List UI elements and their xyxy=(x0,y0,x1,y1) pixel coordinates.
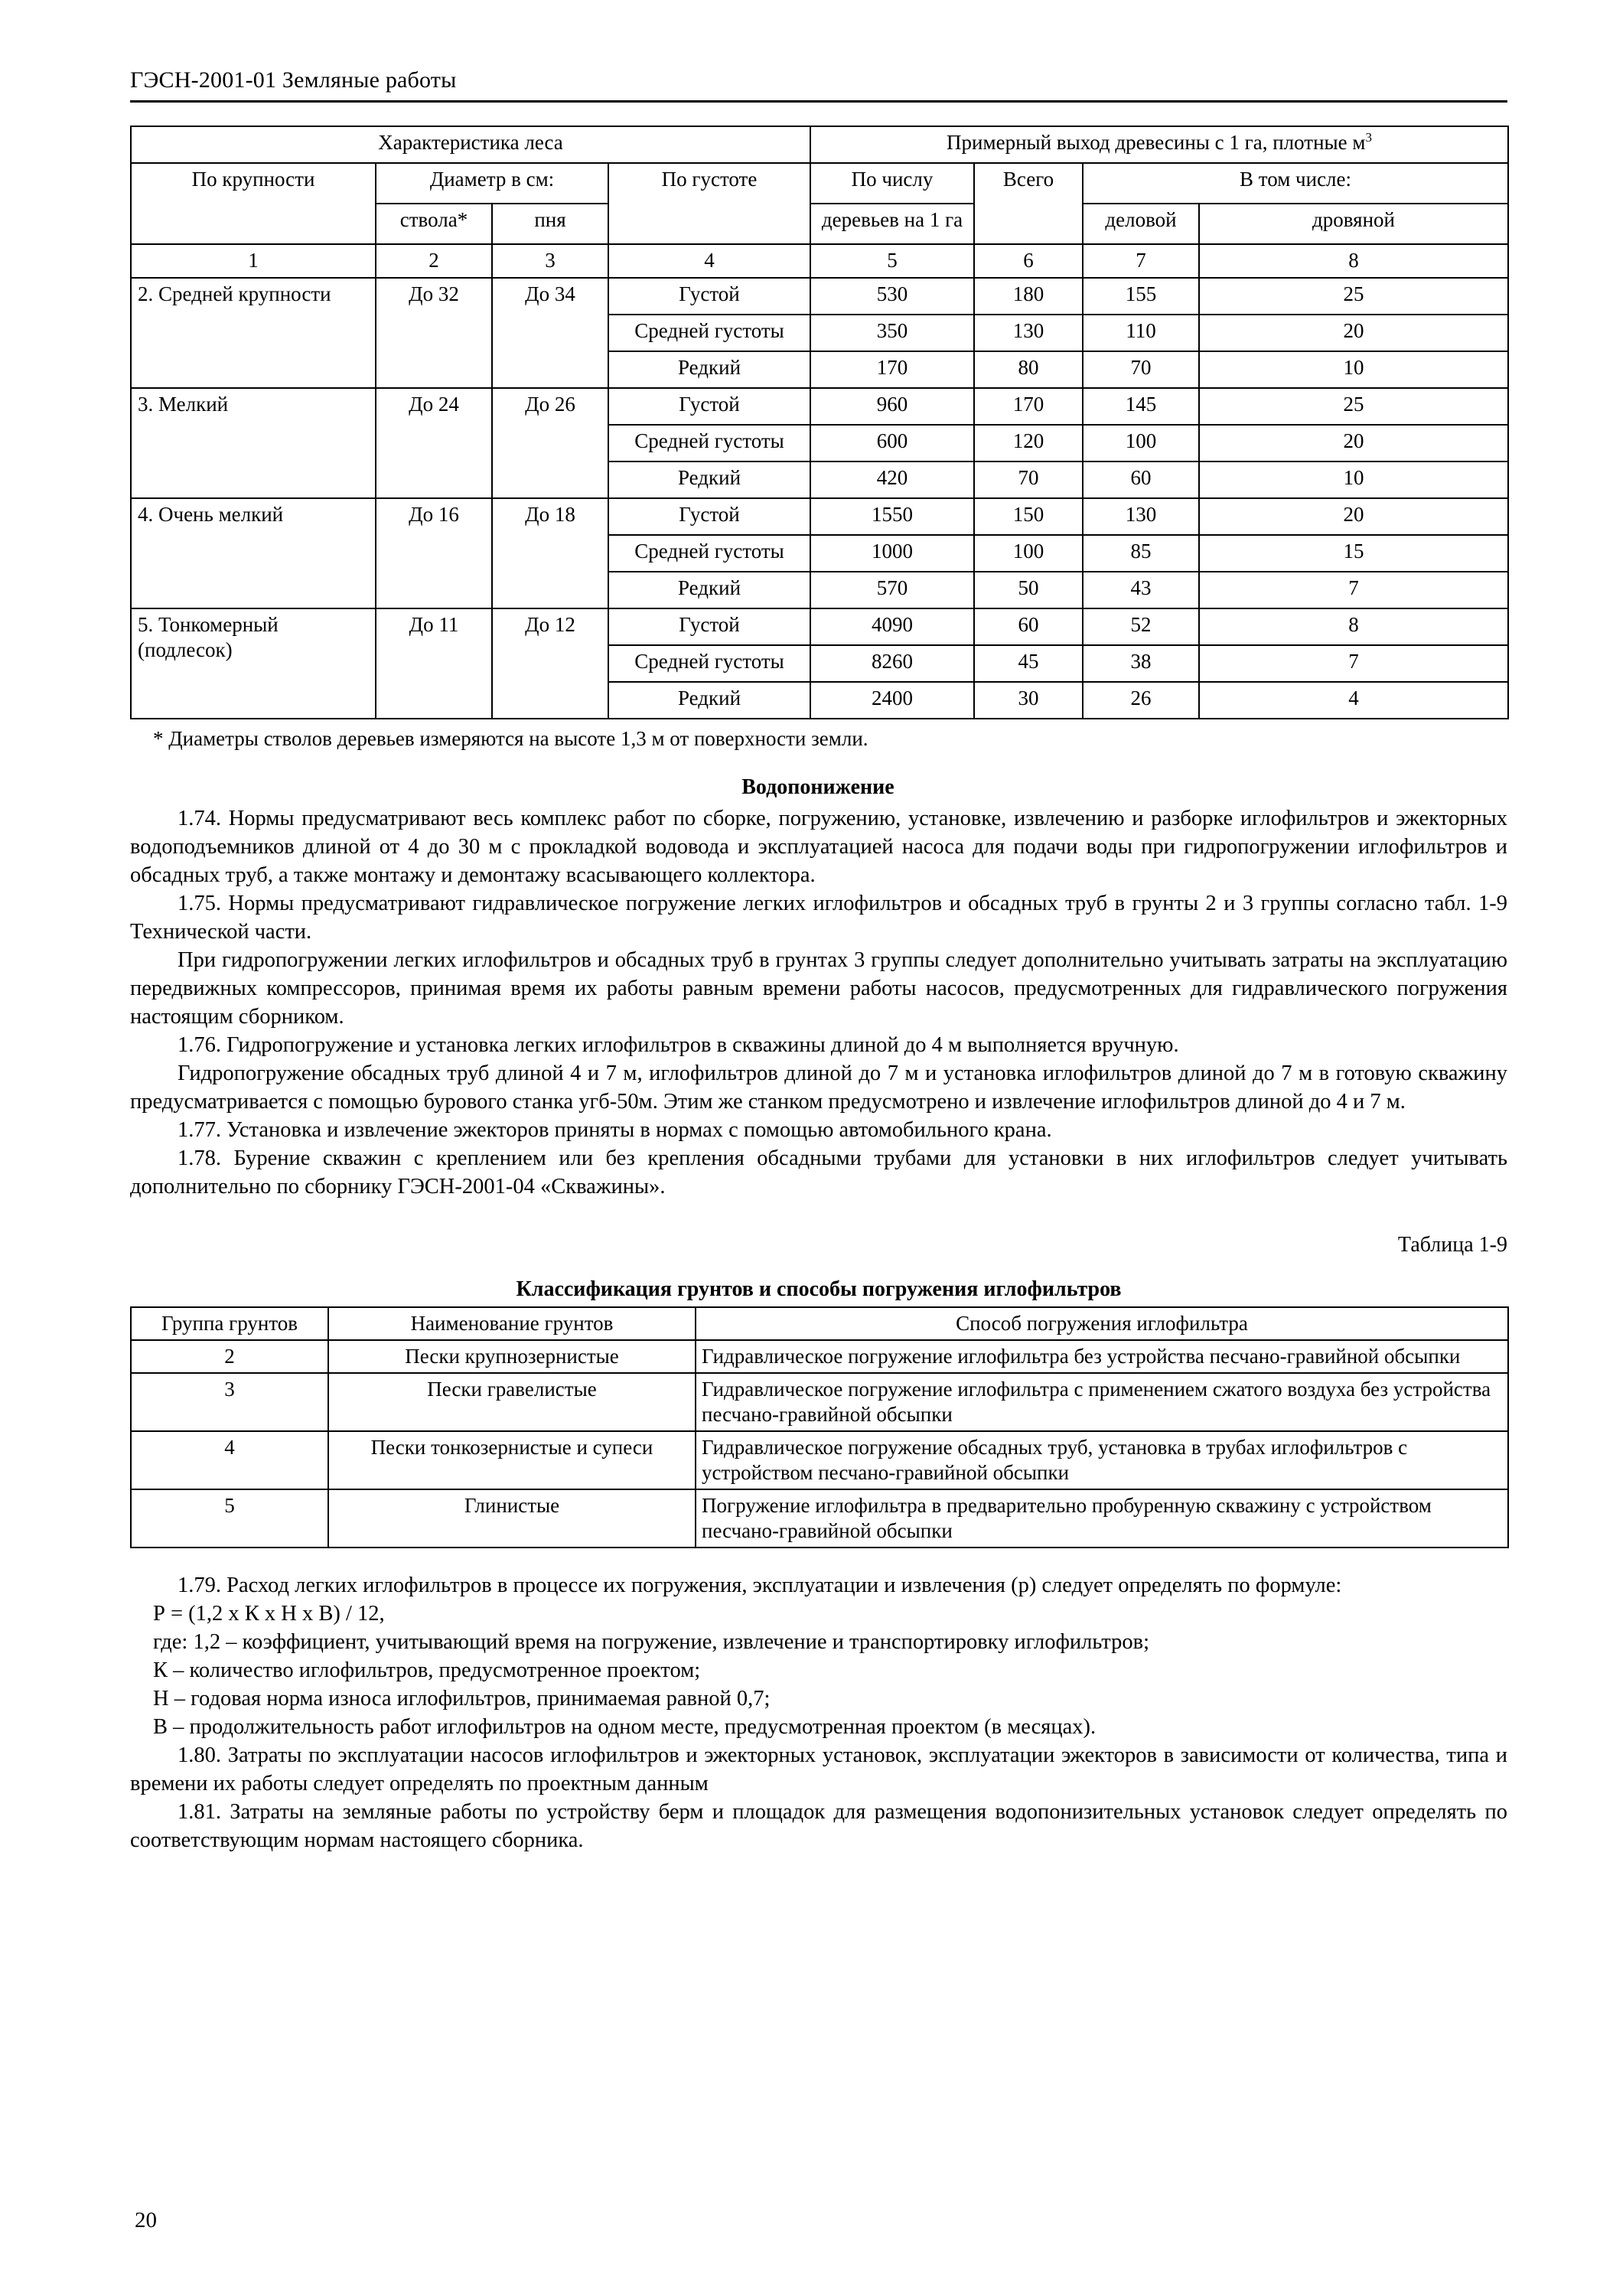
cell-total: 50 xyxy=(974,572,1083,608)
cell-business: 38 xyxy=(1083,645,1199,682)
paragraph-1-76b: Гидропогружение обсадных труб длиной 4 и 7 м, иглофильтров длиной до 7 м и установка иглофильтров длиной до 7 м в готовую скважину предусматривается с помощью бурового станка угб-50м. Этим же станком предусмотрено и извлечение иглофильтров длиной до 4 и 7 м. xyxy=(130,1062,1507,1114)
cell-business: 155 xyxy=(1083,278,1199,315)
table-row xyxy=(131,1489,1508,1548)
table-header-row-1 xyxy=(131,126,1508,163)
paragraph-1-79: 1.79. Расход легких иглофильтров в процессе их погружения, эксплуатации и извлечения (р) следует определять по формуле: xyxy=(178,1573,1342,1597)
cell-density: Средней густоты xyxy=(608,315,810,351)
header-total: Всего xyxy=(974,163,1083,244)
cell-firewood: 8 xyxy=(1199,608,1508,645)
colnum-2: 2 xyxy=(376,244,492,278)
cell-method: Гидравлическое погружение обсадных труб, установка в трубах иглофильтров с устройством песчано-гравийной обсыпки xyxy=(696,1431,1508,1489)
colnum-8: 8 xyxy=(1199,244,1508,278)
cell-business: 85 xyxy=(1083,535,1199,572)
cell-business: 70 xyxy=(1083,351,1199,388)
cell-trees: 570 xyxy=(810,572,974,608)
cell-firewood: 7 xyxy=(1199,645,1508,682)
cell-business: 100 xyxy=(1083,425,1199,461)
paragraph-1-75: 1.75. Нормы предусматривают гидравлическое погружение легких иглофильтров и обсадных труб в грунты 2 и 3 группы согласно табл. 1-9 Технической части. xyxy=(130,891,1507,944)
table-header-row-2 xyxy=(131,163,1508,204)
cell-firewood: 25 xyxy=(1199,388,1508,425)
cell-total: 180 xyxy=(974,278,1083,315)
header-by-density: По густоте xyxy=(608,163,810,244)
cell-soil-name: Пески крупнозернистые xyxy=(328,1340,696,1373)
paragraph-1-81: 1.81. Затраты на земляные работы по устройству берм и площадок для размещения водопонизительных установок следует определять по соответствующим нормам настоящего сборника. xyxy=(130,1800,1507,1853)
cell-trees: 960 xyxy=(810,388,974,425)
header-timber-yield xyxy=(810,126,1508,163)
cell-business: 52 xyxy=(1083,608,1199,645)
cell-trunk: До 11 xyxy=(376,608,492,719)
colnum-4: 4 xyxy=(608,244,810,278)
section-title-vodoponizhenie: Водопонижение xyxy=(741,775,894,799)
cell-total: 130 xyxy=(974,315,1083,351)
cell-total: 80 xyxy=(974,351,1083,388)
cell-total: 70 xyxy=(974,461,1083,498)
header-trees-per-ha: деревьев на 1 га xyxy=(810,204,974,244)
cell-density: Средней густоты xyxy=(608,535,810,572)
header-firewood: дровяной xyxy=(1199,204,1508,244)
formula-line: Р = (1,2 х К х Н х В) / 12, xyxy=(153,1601,385,1626)
colnum-5: 5 xyxy=(810,244,974,278)
header-soil-group: Группа грунтов xyxy=(131,1307,328,1340)
table-number-caption: Таблица 1-9 xyxy=(1397,1233,1507,1257)
table-row xyxy=(131,278,1508,315)
cell-business: 110 xyxy=(1083,315,1199,351)
cell-soil-group: 2 xyxy=(131,1340,328,1373)
forest-characteristics-table xyxy=(130,126,1509,719)
header-by-number: По числу xyxy=(810,163,974,204)
cell-density: Редкий xyxy=(608,461,810,498)
cell-stump: До 26 xyxy=(492,388,608,498)
definition-b: В – продолжительность работ иглофильтров на одном месте, предусмотренная проектом (в месяцах). xyxy=(153,1715,1097,1740)
cell-density: Средней густоты xyxy=(608,425,810,461)
cell-business: 26 xyxy=(1083,682,1199,719)
cell-trees: 600 xyxy=(810,425,974,461)
cell-method: Гидравлическое погружение иглофильтра без устройства песчано-гравийной обсыпки xyxy=(696,1340,1508,1373)
cell-size: 2. Средней крупности xyxy=(131,278,376,388)
header-timber-yield-text: Примерный выход древесины с 1 га, плотные м xyxy=(947,131,1366,154)
cell-stump: До 34 xyxy=(492,278,608,388)
cell-soil-name: Пески тонкозернистые и супеси xyxy=(328,1431,696,1489)
table-header-row xyxy=(131,1307,1508,1340)
column-number-row xyxy=(131,244,1508,278)
paragraph-1-77: 1.77. Установка и извлечение эжекторов приняты в нормах с помощью автомобильного крана. xyxy=(178,1118,1052,1143)
definition-coefficient: где: 1,2 – коэффициент, учитывающий время на погружение, извлечение и транспортировку иглофильтров; xyxy=(153,1630,1149,1654)
cell-size: 3. Мелкий xyxy=(131,388,376,498)
table-title-caption: Классификация грунтов и способы погружения иглофильтров xyxy=(516,1277,1122,1302)
cell-business: 130 xyxy=(1083,498,1199,535)
cell-firewood: 15 xyxy=(1199,535,1508,572)
header-by-size: По крупности xyxy=(131,163,376,244)
cell-trees: 2400 xyxy=(810,682,974,719)
cell-business: 60 xyxy=(1083,461,1199,498)
soil-classification-table xyxy=(130,1306,1509,1548)
table-row xyxy=(131,388,1508,425)
cell-density: Густой xyxy=(608,278,810,315)
cell-total: 45 xyxy=(974,645,1083,682)
running-header: ГЭСН-2001-01 Земляные работы xyxy=(130,67,457,93)
header-soil-name: Наименование грунтов xyxy=(328,1307,696,1340)
cell-density: Густой xyxy=(608,498,810,535)
cell-trunk: До 24 xyxy=(376,388,492,498)
cell-trees: 4090 xyxy=(810,608,974,645)
cell-method: Погружение иглофильтра в предварительно пробуренную скважину с устройством песчано-гравийной обсыпки xyxy=(696,1489,1508,1548)
colnum-7: 7 xyxy=(1083,244,1199,278)
cell-total: 100 xyxy=(974,535,1083,572)
cell-total: 60 xyxy=(974,608,1083,645)
cell-size-line1: 5. Тонкомерный xyxy=(138,613,279,636)
table-row xyxy=(131,1373,1508,1431)
table-row xyxy=(131,498,1508,535)
header-stump: пня xyxy=(492,204,608,244)
header-forest-characteristics: Характеристика леса xyxy=(131,126,810,163)
cell-firewood: 20 xyxy=(1199,498,1508,535)
header-trunk: ствола* xyxy=(376,204,492,244)
cell-density: Средней густоты xyxy=(608,645,810,682)
cell-soil-group: 4 xyxy=(131,1431,328,1489)
cell-density: Редкий xyxy=(608,572,810,608)
page-number: 20 xyxy=(135,2208,157,2232)
cell-size-line2: (подлесок) xyxy=(138,638,233,661)
cell-trees: 8260 xyxy=(810,645,974,682)
colnum-1: 1 xyxy=(131,244,376,278)
header-timber-yield-superscript: 3 xyxy=(1365,130,1372,145)
cell-stump: До 18 xyxy=(492,498,608,608)
paragraph-1-80: 1.80. Затраты по эксплуатации насосов иглофильтров и эжекторных установок, эксплуатации эжекторов в зависимости от количества, типа и времени их работы следует определять по проектным данным xyxy=(130,1743,1507,1796)
cell-trees: 420 xyxy=(810,461,974,498)
cell-trees: 350 xyxy=(810,315,974,351)
colnum-3: 3 xyxy=(492,244,608,278)
header-method: Способ погружения иглофильтра xyxy=(696,1307,1508,1340)
cell-total: 120 xyxy=(974,425,1083,461)
header-rule xyxy=(130,100,1507,103)
header-including: В том числе: xyxy=(1083,163,1508,204)
cell-trees: 1000 xyxy=(810,535,974,572)
cell-firewood: 4 xyxy=(1199,682,1508,719)
cell-firewood: 10 xyxy=(1199,461,1508,498)
cell-total: 170 xyxy=(974,388,1083,425)
definition-k: К – количество иглофильтров, предусмотренное проектом; xyxy=(153,1658,701,1683)
cell-trees: 170 xyxy=(810,351,974,388)
table-row xyxy=(131,1431,1508,1489)
cell-firewood: 20 xyxy=(1199,315,1508,351)
cell-density: Густой xyxy=(608,608,810,645)
cell-business: 43 xyxy=(1083,572,1199,608)
cell-firewood: 7 xyxy=(1199,572,1508,608)
spacer xyxy=(130,1548,1506,1571)
colnum-6: 6 xyxy=(974,244,1083,278)
cell-size xyxy=(131,608,376,719)
header-business-wood: деловой xyxy=(1083,204,1199,244)
paragraph-1-75b: При гидропогружении легких иглофильтров и обсадных труб в грунтах 3 группы следует дополнительно учитывать затраты на эксплуатацию передвижных компрессоров, принимая время их работы равным времени работы насосов, предусмотренных для гидравлического погружения настоящим сборником. xyxy=(130,947,1507,1029)
header-diameter: Диаметр в см: xyxy=(376,163,608,204)
table-row xyxy=(131,608,1508,645)
paragraph-1-76: 1.76. Гидропогружение и установка легких иглофильтров в скважины длиной до 4 м выполняется вручную. xyxy=(178,1033,1179,1058)
cell-stump: До 12 xyxy=(492,608,608,719)
cell-trees: 530 xyxy=(810,278,974,315)
cell-total: 30 xyxy=(974,682,1083,719)
cell-density: Редкий xyxy=(608,682,810,719)
cell-trunk: До 32 xyxy=(376,278,492,388)
cell-firewood: 25 xyxy=(1199,278,1508,315)
table-row xyxy=(131,1340,1508,1373)
paragraph-1-78: 1.78. Бурение скважин с креплением или без крепления обсадными трубами для установки в них иглофильтров следует учитывать дополнительно по сборнику ГЭСН-2001-04 «Скважины». xyxy=(130,1146,1507,1199)
cell-firewood: 10 xyxy=(1199,351,1508,388)
table-footnote: * Диаметры стволов деревьев измеряются на высоте 1,3 м от поверхности земли. xyxy=(153,727,868,750)
cell-size: 4. Очень мелкий xyxy=(131,498,376,608)
cell-soil-name: Глинистые xyxy=(328,1489,696,1548)
cell-business: 145 xyxy=(1083,388,1199,425)
cell-soil-group: 3 xyxy=(131,1373,328,1431)
cell-trunk: До 16 xyxy=(376,498,492,608)
cell-density: Редкий xyxy=(608,351,810,388)
definition-h: Н – годовая норма износа иглофильтров, принимаемая равной 0,7; xyxy=(153,1687,771,1711)
cell-total: 150 xyxy=(974,498,1083,535)
cell-method: Гидравлическое погружение иглофильтра с применением сжатого воздуха без устройства песчано-гравийной обсыпки xyxy=(696,1373,1508,1431)
cell-trees: 1550 xyxy=(810,498,974,535)
cell-density: Густой xyxy=(608,388,810,425)
paragraph-1-74: 1.74. Нормы предусматривают весь комплекс работ по сборке, погружению, установке, извлечению и разборке иглофильтров и эжекторных водоподъемников длиной от 4 до 30 м с прокладкой водовода и эксплуатацией насоса для подачи воды при гидропогружении иглофильтров и обсадных труб, а также монтажу и демонтажу всасывающего коллектора. xyxy=(130,806,1507,887)
cell-soil-group: 5 xyxy=(131,1489,328,1548)
cell-firewood: 20 xyxy=(1199,425,1508,461)
cell-soil-name: Пески гравелистые xyxy=(328,1373,696,1431)
